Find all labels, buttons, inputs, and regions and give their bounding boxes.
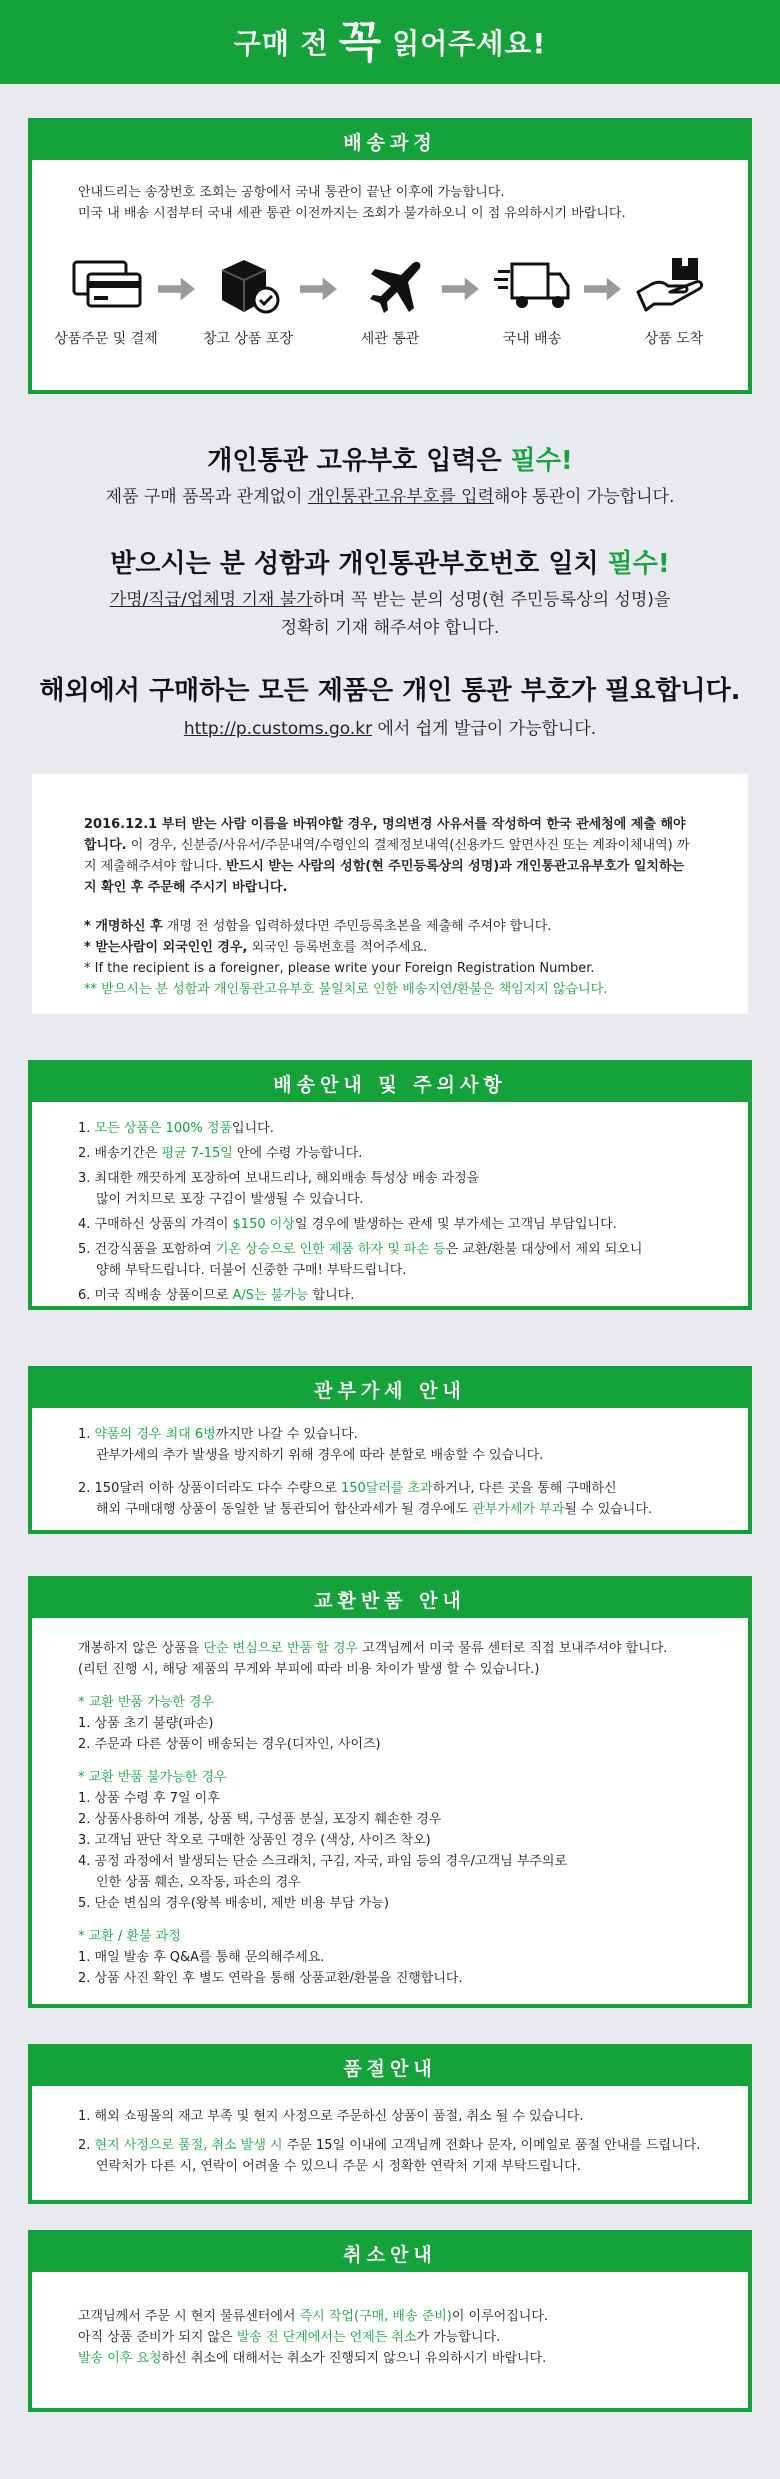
- list-item: 2. 상품 사진 확인 후 별도 연락을 통해 상품교환/환불을 진행합니다.: [78, 1971, 463, 1986]
- item-text: 입니다.: [232, 1121, 274, 1136]
- item-emphasis: 평균 7-15일: [161, 1146, 233, 1161]
- list-item: [78, 1143, 702, 1164]
- cancel-title: 취소안내: [32, 2234, 748, 2272]
- name-match-title: [0, 543, 780, 580]
- top-banner: [0, 0, 780, 84]
- customs-link[interactable]: http://p.customs.go.kr: [183, 719, 373, 739]
- process-title: * 교환 / 환불 과정: [78, 1929, 181, 1944]
- exchange-title: 교환반품 안내: [32, 1580, 748, 1618]
- name-match-title-text: 받으시는 분 성함과 개인통관부호번호 일치: [110, 549, 608, 579]
- list-item: 1. 상품 초기 불량(파손): [78, 1716, 214, 1731]
- notice-warning: ** 받으시는 분 성함과 개인통관고유부호 불일치로 인한 배송지연/환불은 책임지지 않습니다.: [84, 982, 608, 997]
- line-emphasis: 발송 전 단계에서는 언제든 취소: [236, 2330, 417, 2345]
- item-emphasis: 모든 상품은 100% 정품: [94, 1121, 233, 1136]
- list-item: 3. 고객님 판단 착오로 구매한 상품인 경우 (색상, 사이즈 착오): [78, 1833, 431, 1848]
- list-item: [78, 1214, 702, 1235]
- customs-id-sub-text-2: 해야 통관이 가능합니다.: [493, 487, 675, 507]
- list-item: [78, 1239, 702, 1281]
- cancel-line-1: [78, 2306, 702, 2327]
- name-match-sub-underline: 가명/직급/업체명 기재 불가: [109, 590, 313, 610]
- item-text: 미국 직배송 상품이므로: [94, 1288, 233, 1303]
- item-text: 최대한 깨끗하게 포장하여 보내드리나, 해외배송 특성상 배송 과정을: [94, 1171, 480, 1186]
- item-text: 2. 150달러 이하 상품이더라도 다수 수량으로: [78, 1481, 341, 1496]
- notice-item: [84, 937, 696, 958]
- intro-text: 고객님께서 미국 물류 센터로 직접 보내주셔야 합니다.: [358, 1641, 668, 1656]
- name-match-sub-text: 하며 꼭 받는 분의 성명(현 주민등록상의 성명)을: [312, 590, 671, 610]
- arrow-right-icon: [300, 276, 338, 302]
- banner-pre: 구매 전: [233, 27, 329, 60]
- soldout-item-2: [78, 2135, 702, 2156]
- step-label: 창고 상품 포장: [203, 331, 294, 347]
- line-text: 가 가능합니다.: [416, 2330, 501, 2345]
- item-number: 4.: [78, 1217, 95, 1232]
- list-item: 5. 단순 변심의 경우(왕복 배송비, 제반 비용 부담 가능): [78, 1896, 389, 1911]
- item-number: 2.: [78, 2138, 95, 2153]
- intro-emphasis: 단순 변심으로 반품 할 경우: [203, 1641, 359, 1656]
- package-check-icon: [208, 256, 288, 316]
- item-emphasis: A/S는 불가능: [232, 1288, 309, 1303]
- exchange-intro-2: (리턴 진행 시, 해당 제품의 무게와 부피에 따라 비용 차이가 발생 할 수 있습니다.): [78, 1662, 540, 1677]
- shipping-info-list: [78, 1118, 702, 1306]
- soldout-title: 품절안내: [32, 2048, 748, 2086]
- hand-box-icon: [634, 256, 714, 316]
- notice-item: * If the recipient is a foreigner, please write your Foreign Registration Number.: [84, 961, 595, 976]
- tax-title: 관부가세 안내: [32, 1370, 748, 1408]
- delivery-truck-icon: [492, 256, 572, 316]
- possible-title: * 교환 반품 가능한 경우: [78, 1695, 215, 1710]
- arrow-right-icon: [584, 276, 622, 302]
- soldout-item-2-sub: 연락처가 다른 시, 연락이 어려울 수 있으니 주문 시 정확한 연락처 기재 부탁드립니다.: [96, 2159, 581, 2174]
- shipping-intro-2: 미국 내 배송 시점부터 국내 세관 통관 이전까지는 조회가 불가하오니 이 점 유의하시기 바랍니다.: [78, 206, 626, 221]
- item-text-2: 많이 거치므로 포장 구김이 발생될 수 있습니다.: [96, 1192, 364, 1207]
- line-emphasis: 즉시 작업(구매, 배송 준비): [299, 2309, 452, 2324]
- item-number: 2.: [78, 1146, 95, 1161]
- step-arrival: [622, 256, 726, 348]
- step-packing: [196, 256, 300, 348]
- shipping-info-title: 배송안내 및 주의사항: [32, 1064, 748, 1102]
- item-emphasis: 기온 상승으로 인한 제품 하자 및 파손 등: [215, 1242, 446, 1257]
- arrow-right-icon: [442, 276, 480, 302]
- name-match-sub-1: [0, 586, 780, 614]
- line-text: 고객님께서 주문 시 현지 물류센터에서: [78, 2309, 300, 2324]
- item-text: 주문 15일 이내에 고객님께 전화나 문자, 이메일로 품절 안내를 드립니다.: [282, 2138, 701, 2153]
- item-number: 3.: [78, 1171, 95, 1186]
- item-emphasis: 150달러를 초과: [340, 1481, 433, 1496]
- arrow-right-icon: [158, 276, 196, 302]
- credit-card-icon: [66, 256, 146, 316]
- shipping-process-title: 배송과정: [32, 122, 748, 160]
- item-emphasis: 현지 사정으로 품절, 취소 발생 시: [94, 2138, 283, 2153]
- airplane-icon: [350, 256, 430, 316]
- step-label: 세관 통관: [360, 331, 420, 347]
- process-steps: [32, 224, 748, 348]
- item-number: 5.: [78, 1242, 95, 1257]
- item-emphasis: 관부가세가 부과: [472, 1502, 565, 1517]
- intro-text: 개봉하지 않은 상품을: [78, 1641, 204, 1656]
- line-text: 이 이루어집니다.: [451, 2309, 549, 2324]
- cancel-line-2: [78, 2327, 702, 2348]
- list-item: 1. 상품 수령 후 7일 이후: [78, 1791, 220, 1806]
- list-item: [78, 1168, 702, 1210]
- line-emphasis: 발송 이후 요청: [78, 2351, 162, 2366]
- shipping-process-section: [28, 118, 752, 394]
- item-text: 될 수 있습니다.: [564, 1502, 653, 1517]
- item-text: 구매하신 상품의 가격이: [94, 1217, 233, 1232]
- tax-item-1: [78, 1424, 702, 1445]
- item-number: 1.: [78, 1427, 95, 1442]
- item-emphasis: 약품의 경우 최대 6병: [94, 1427, 216, 1442]
- item-text: 배송기간은: [94, 1146, 162, 1161]
- step-delivery: [480, 256, 584, 348]
- item-text: 까지만 나갈 수 있습니다.: [215, 1427, 358, 1442]
- name-match-block: [0, 543, 780, 642]
- notice-bold-1: 2016.12.1 부터 받는 사람 이름을 바꿔야할 경우, 명의변경 사유서를 작성하여 한국 관세청에 제출 해야합니다.: [84, 817, 686, 853]
- soldout-item-1: 1. 해외 쇼핑몰의 재고 부족 및 현지 사정으로 주문하신 상품이 품절, 취소 될 수 있습니다.: [78, 2109, 584, 2124]
- customs-id-block: [0, 440, 780, 511]
- step-customs: [338, 256, 442, 348]
- line-text: 아직 상품 준비가 되지 않은: [78, 2330, 237, 2345]
- list-item: 1. 매일 발송 후 Q&A를 통해 문의해주세요.: [78, 1950, 325, 1965]
- step-label: 상품주문 및 결제: [54, 331, 158, 347]
- item-text: 하거나, 다른 곳을 통해 구매하신: [432, 1481, 617, 1496]
- list-item: 인한 상품 훼손, 오작동, 파손의 경우: [96, 1875, 301, 1890]
- step-order: [54, 256, 158, 348]
- item-number: 1.: [78, 1121, 95, 1136]
- line-text: 하신 취소에 대해서는 취소가 진행되지 않으니 유의하시기 바랍니다.: [161, 2351, 547, 2366]
- cancel-line-3: [78, 2348, 702, 2369]
- cancel-section: [28, 2230, 752, 2412]
- step-label: 상품 도착: [644, 331, 704, 347]
- banner-emphasis: 꼭: [338, 17, 383, 68]
- item-text: 안에 수령 가능합니다.: [232, 1146, 363, 1161]
- shipping-info-section: [28, 1060, 752, 1310]
- overseas-sub-text: 에서 쉽게 발급이 가능합니다.: [372, 719, 597, 739]
- exchange-intro: [78, 1638, 702, 1659]
- list-item: [78, 1118, 702, 1139]
- notice-item-bold: * 개명하신 후: [84, 919, 163, 934]
- notice-bold-2: 반드시 받는 사람의 성함(현 주민등록상의 성명)과 개인통관고유부호가 일치하는지 확인 후 주문해 주시기 바랍니다.: [84, 859, 685, 895]
- tax-section: [28, 1366, 752, 1534]
- name-match-title-emphasis: 필수!: [607, 549, 670, 579]
- impossible-title: * 교환 반품 불가능한 경우: [78, 1770, 227, 1785]
- customs-id-title-text: 개인통관 고유부호 입력은: [207, 446, 511, 476]
- customs-id-sub-text: 제품 구매 품목과 관계없이: [105, 487, 308, 507]
- name-match-sub-2: 정확히 기재 해주셔야 합니다.: [280, 618, 500, 638]
- item-text-2: 양해 부탁드립니다. 더불어 신중한 구매! 부탁드립니다.: [96, 1263, 407, 1278]
- customs-id-sub-underline: 개인통관고유부호를 입력: [307, 487, 494, 507]
- overseas-subtitle: [0, 715, 780, 743]
- notice-text-1: 이 경우, 신분증/사유서/주문내역/수령인의 결제정보내역(신용카드 앞면사진 또는 계좌이체내역) 까지 제출해주셔야 합니다.: [84, 838, 690, 874]
- name-change-notice: [32, 774, 748, 1014]
- banner-post: 읽어주세요!: [392, 27, 547, 60]
- list-item: 4. 공정 과정에서 발생되는 단순 스크래치, 구김, 자국, 파임 등의 경우/고객님 부주의로: [78, 1854, 568, 1869]
- soldout-section: [28, 2044, 752, 2204]
- customs-id-title-emphasis: 필수!: [510, 446, 573, 476]
- item-number: 6.: [78, 1288, 95, 1303]
- item-text: 건강식품을 포함하여: [94, 1242, 216, 1257]
- list-item: 2. 주문과 다른 상품이 배송되는 경우(디자인, 사이즈): [78, 1737, 381, 1752]
- customs-id-subtitle: [0, 483, 780, 511]
- notice-item-text: 개명 전 성함을 입력하셨다면 주민등록초본을 제출해 주셔야 합니다.: [162, 919, 552, 934]
- overseas-title: 해외에서 구매하는 모든 제품은 개인 통관 부호가 필요합니다.: [39, 676, 741, 706]
- notice-item-bold: * 받는사람이 외국인인 경우,: [84, 940, 248, 955]
- tax-item-1-sub: 관부가세의 추가 발생을 방지하기 위해 경우에 따라 분할로 배송할 수 있습니다.: [96, 1448, 544, 1463]
- item-emphasis: $150 이상: [232, 1217, 295, 1232]
- item-text: 해외 구매대행 상품이 동일한 날 통관되어 합산과세가 될 경우에도: [96, 1502, 473, 1517]
- shipping-intro-1: 안내드리는 송장번호 조회는 공항에서 국내 통관이 끝난 이후에 가능합니다.: [78, 185, 505, 200]
- exchange-section: [28, 1576, 752, 2008]
- notice-paragraph: [84, 814, 696, 898]
- item-text: 일 경우에 발생하는 관세 및 부가세는 고객님 부담입니다.: [294, 1217, 617, 1232]
- customs-id-title: [0, 440, 780, 477]
- notice-item: [84, 916, 696, 937]
- list-item: [78, 1285, 702, 1306]
- list-item: 2. 상품사용하여 개봉, 상품 택, 구성품 분실, 포장지 훼손한 경우: [78, 1812, 442, 1827]
- item-text: 은 교환/환불 대상에서 제외 되오니: [445, 1242, 643, 1257]
- tax-item-2-sub: [78, 1499, 702, 1520]
- item-text: 합니다.: [308, 1288, 355, 1303]
- step-label: 국내 배송: [502, 331, 562, 347]
- tax-item-2: [78, 1478, 702, 1499]
- overseas-block: [0, 670, 780, 743]
- notice-item-text: 외국인 등록번호를 적어주세요.: [247, 940, 428, 955]
